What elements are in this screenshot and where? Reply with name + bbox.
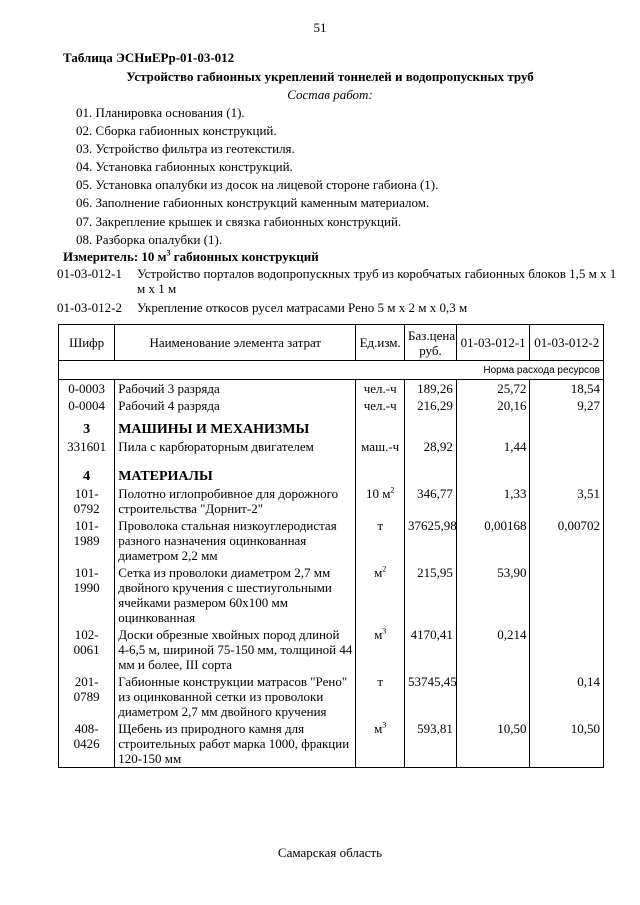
- section-number: 4: [59, 461, 115, 485]
- cell-price: 215,95: [405, 564, 457, 626]
- cell-v1: [456, 673, 530, 720]
- table-row: [59, 626, 604, 673]
- meter-suffix: габионных конструкций: [170, 249, 319, 264]
- cell-name: Проволока стальная низкоуглеродистая разного назначения оцинкованная диаметром 2,2 мм: [115, 517, 356, 564]
- work-item: 05. Установка опалубки из досок на лицевой стороне габиона (1).: [76, 177, 439, 193]
- footer-region: Самарская область: [277, 845, 383, 860]
- cell-unit: $м^2$: [356, 564, 405, 626]
- variant-desc: Устройство порталов водопропускных труб из коробчатых габионных блоков 1,5 м х 1 м х 1 м: [137, 266, 617, 296]
- cell-v1: 1,33: [456, 485, 530, 517]
- section-row-materials: [59, 461, 604, 485]
- cell-unit: 10 $м^2$: [356, 485, 405, 517]
- works-list: [76, 104, 438, 249]
- cell-unit: т: [356, 673, 405, 720]
- cell-unit: т: [356, 517, 405, 564]
- work-item: 01. Планировка основания (1).: [76, 105, 245, 120]
- section-name: МАТЕРИАЛЫ: [115, 461, 356, 485]
- cell-price: 189,26: [405, 380, 457, 398]
- cell-code: 101-1989: [59, 517, 115, 564]
- table-header-row: [59, 325, 604, 361]
- header-code: Шифр: [59, 325, 115, 361]
- cell-code: 102-0061: [59, 626, 115, 673]
- norm-row: [59, 361, 604, 380]
- header-unit: Ед.изм.: [356, 325, 405, 361]
- cell-unit: $м^3$: [356, 720, 405, 768]
- header-price: Баз.цена руб.: [405, 325, 457, 361]
- header-name: Наименование элемента затрат: [115, 325, 356, 361]
- cell-v1: 25,72: [456, 380, 530, 398]
- work-item: 08. Разборка опалубки (1).: [76, 231, 223, 247]
- norm-label: Норма расхода ресурсов: [59, 361, 604, 380]
- work-item: 07. Закрепление крышек и связка габионных конструкций.: [76, 213, 402, 229]
- cell-name: Полотно иглопробивное для дорожного строительства "Дорнит-2": [115, 485, 356, 517]
- cell-price: 28,92: [405, 438, 457, 455]
- cell-v1: 20,16: [456, 397, 530, 414]
- cell-name: Пила с карбюраторным двигателем: [115, 438, 356, 455]
- table-row: [59, 380, 604, 398]
- cell-price: 37625,98: [405, 517, 457, 564]
- table-row: [59, 720, 604, 768]
- composition-heading: Состав работ:: [287, 87, 373, 102]
- cell-code: 201-0789: [59, 673, 115, 720]
- meter-sup: 3: [166, 248, 171, 258]
- section-row-machines: [59, 414, 604, 438]
- cell-v2: 18,54: [530, 380, 604, 398]
- cell-v1: 10,50: [456, 720, 530, 768]
- cell-code: 101-0792: [59, 485, 115, 517]
- cell-price: 593,81: [405, 720, 457, 768]
- table-row: [59, 564, 604, 626]
- page-number: 51: [313, 20, 327, 35]
- cell-name: Щебень из природного камня для строительных работ марка 1000, фракции 120-150 мм: [115, 720, 356, 768]
- variant-code: 01-03-012-2: [57, 300, 122, 315]
- meter: [63, 249, 319, 265]
- resource-table: [58, 324, 604, 768]
- work-item: 06. Заполнение габионных конструкций каменным материалом.: [76, 195, 430, 211]
- cell-v2: 0,00702: [530, 517, 604, 564]
- table-row: [59, 438, 604, 455]
- work-item: 04. Установка габионных конструкций.: [76, 159, 293, 175]
- cell-name: Габионные конструкции матрасов "Рено" из оцинкованной сетки из проволоки диаметром 2,7 мм двойного кручения: [115, 673, 356, 720]
- cell-price: 216,29: [405, 397, 457, 414]
- meter-label: Измеритель: 10 м: [63, 249, 167, 264]
- cell-code: 408-0426: [59, 720, 115, 768]
- cell-v2: [530, 564, 604, 626]
- cell-price: 346,77: [405, 485, 457, 517]
- cell-v2: [530, 626, 604, 673]
- cell-unit: $м^3$: [356, 626, 405, 673]
- cell-price: 53745,45: [405, 673, 457, 720]
- cell-v2: 9,27: [530, 397, 604, 414]
- table-name: Таблица ЭСНиЕРр-01-03-012: [63, 50, 235, 65]
- table-row: [59, 397, 604, 414]
- cell-v2: [530, 438, 604, 455]
- cell-v1: 0,214: [456, 626, 530, 673]
- section-number: 3: [59, 414, 115, 438]
- cell-v2: 3,51: [530, 485, 604, 517]
- cell-v1: 53,90: [456, 564, 530, 626]
- cell-v2: 10,50: [530, 720, 604, 768]
- cell-code: 0-0004: [59, 397, 115, 414]
- variant-1: [57, 266, 627, 298]
- cell-unit: чел.-ч: [356, 380, 405, 398]
- cell-name: Рабочий 3 разряда: [115, 380, 356, 398]
- variant-desc: Укрепление откосов русел матрасами Рено 5 м х 2 м х 0,3 м: [137, 300, 468, 315]
- table-title: Устройство габионных укреплений тоннелей и водопропускных труб: [126, 69, 534, 84]
- cell-code: 101-1990: [59, 564, 115, 626]
- cell-code: 0-0003: [59, 380, 115, 398]
- table-row: [59, 673, 604, 720]
- cell-code: 331601: [59, 438, 115, 455]
- table-row: [59, 517, 604, 564]
- cell-price: 4170,41: [405, 626, 457, 673]
- header-v1: 01-03-012-1: [456, 325, 530, 361]
- work-item: 03. Устройство фильтра из геотекстиля.: [76, 141, 295, 157]
- cell-name: Сетка из проволоки диаметром 2,7 мм двойного кручения с шестиугольными ячейками размером 60х100 мм оцинкованная: [115, 564, 356, 626]
- cell-name: Доски обрезные хвойных пород длиной 4-6,5 м, шириной 75-150 мм, толщиной 44 мм и более, III сорта: [115, 626, 356, 673]
- cell-v2: 0,14: [530, 673, 604, 720]
- work-item: 02. Сборка габионных конструкций.: [76, 123, 277, 139]
- header-v2: 01-03-012-2: [530, 325, 604, 361]
- cell-unit: чел.-ч: [356, 397, 405, 414]
- variant-2: [57, 300, 627, 316]
- table-row: [59, 485, 604, 517]
- cell-name: Рабочий 4 разряда: [115, 397, 356, 414]
- variant-code: 01-03-012-1: [57, 266, 122, 281]
- cell-unit: маш.-ч: [356, 438, 405, 455]
- cell-v1: 1,44: [456, 438, 530, 455]
- section-name: МАШИНЫ И МЕХАНИЗМЫ: [115, 414, 356, 438]
- cell-v1: 0,00168: [456, 517, 530, 564]
